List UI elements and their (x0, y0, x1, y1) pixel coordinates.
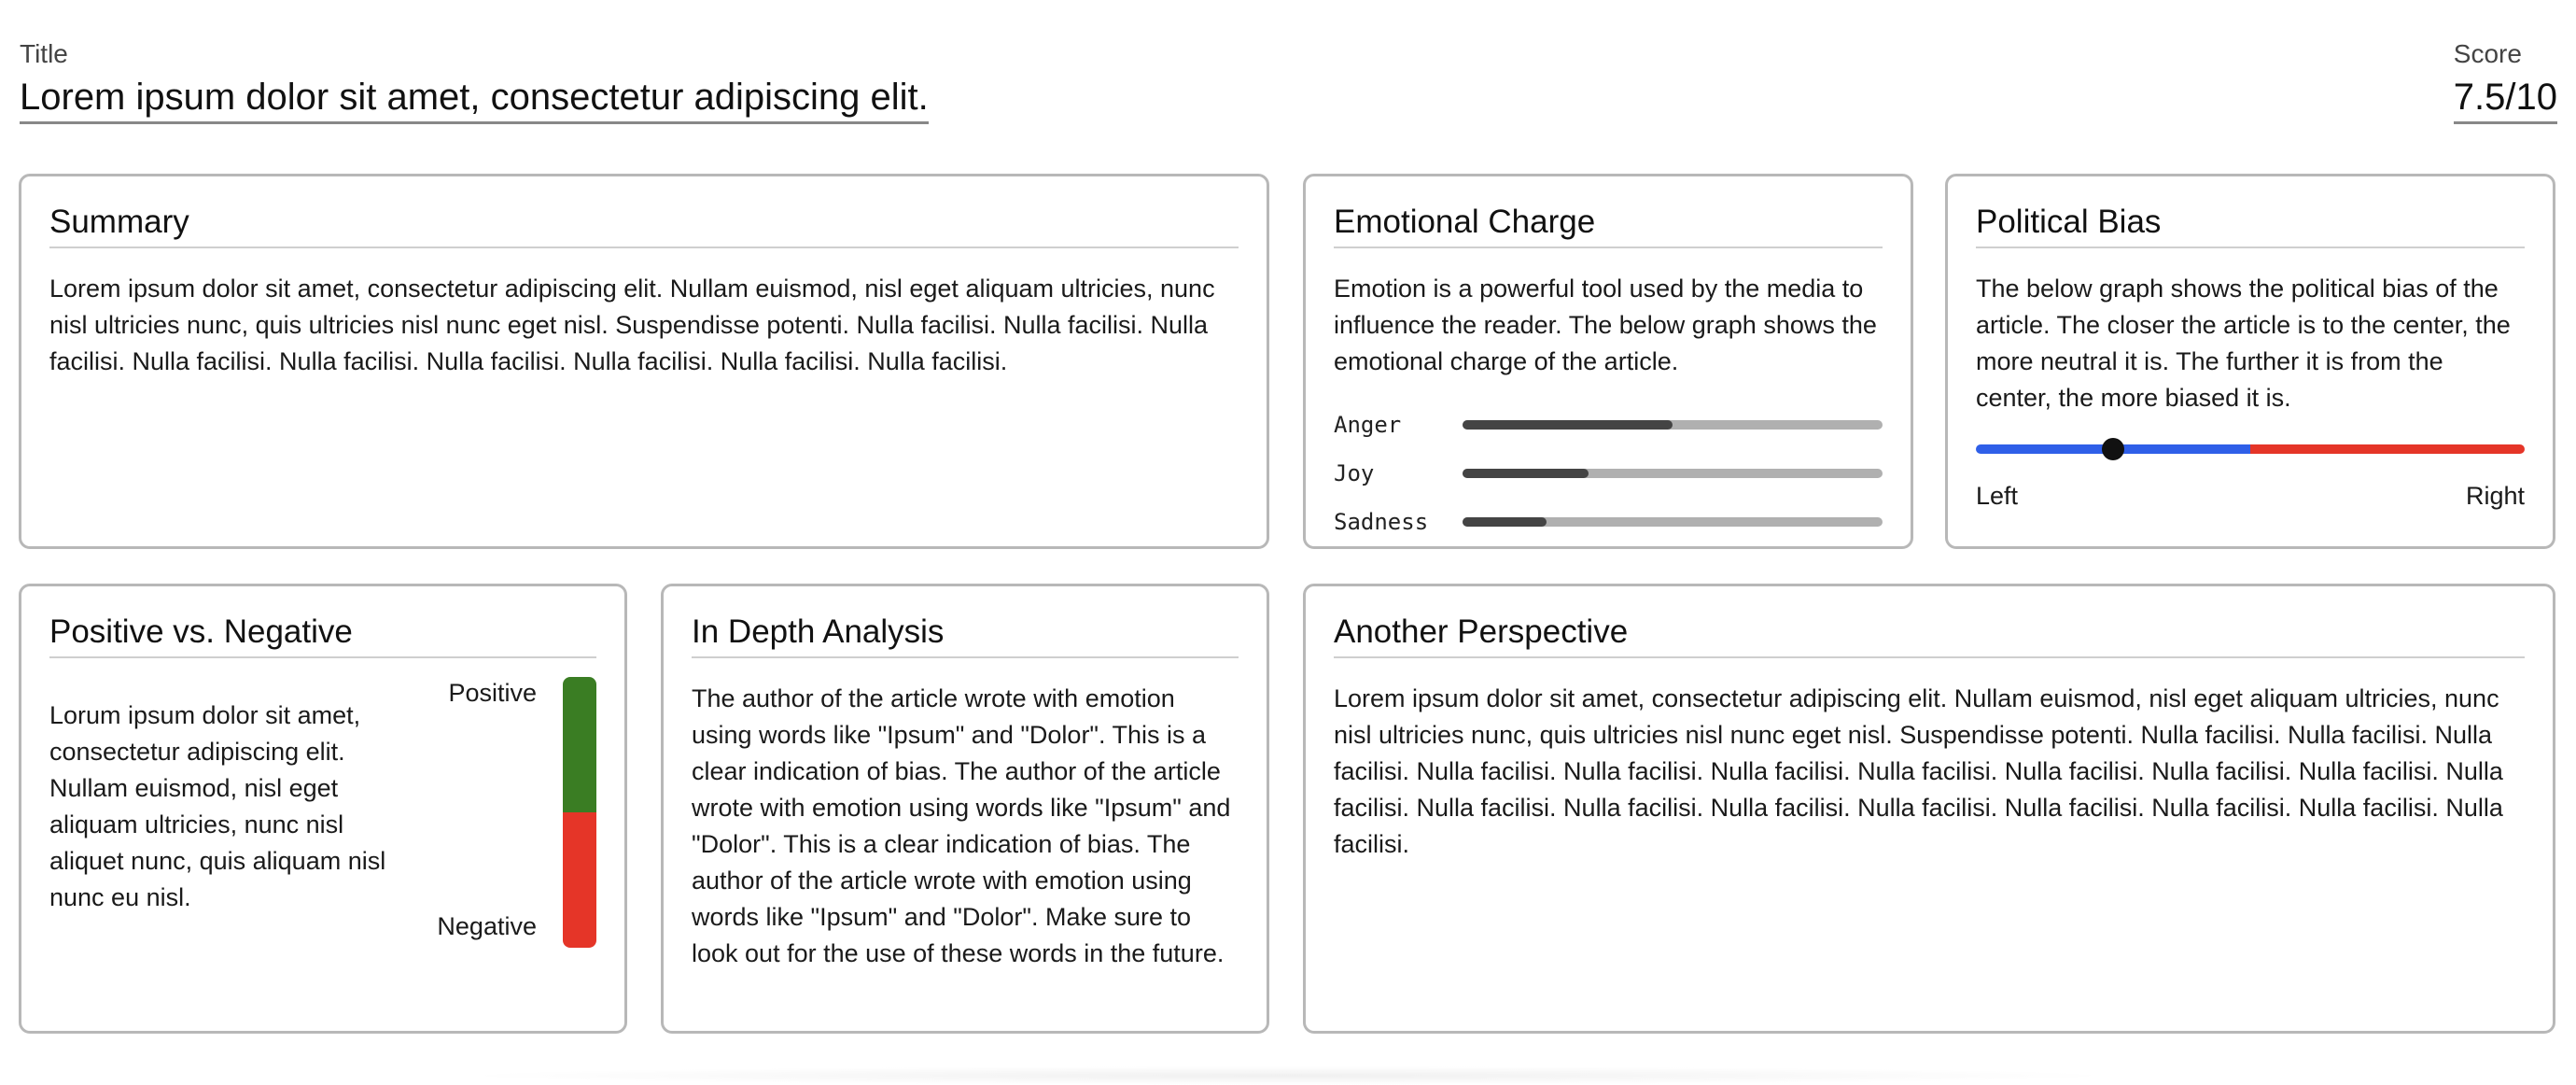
positive-label: Positive (448, 678, 537, 707)
political-bias-card (1945, 174, 2555, 549)
emotional-charge-text: Emotion is a powerful tool used by the media to influence the reader. The below graph shows the emotional charge of the article. (1334, 274, 1877, 375)
positive-negative-card (19, 584, 627, 1034)
negative-label: Negative (437, 911, 537, 940)
emotion-track-anger (1463, 420, 1883, 430)
summary-card (19, 174, 1269, 549)
score-label: Score (2453, 39, 2522, 68)
sentiment-bar (563, 677, 596, 948)
emotion-label-sadness: Sadness (1334, 508, 1429, 535)
emotion-fill-joy (1463, 469, 1589, 478)
emotion-bars (1334, 401, 1883, 546)
emotion-row-sadness (1334, 498, 1883, 546)
emotion-track-sadness (1463, 517, 1883, 527)
summary-text: Lorem ipsum dolor sit amet, consectetur adipiscing elit. Nullam euismod, nisl eget aliquam ultricies, nunc nisl ultricies nunc, quis ultricies nisl nunc eget nisl. Suspendisse potenti. Nulla facilisi. Nulla facilisi. Nulla facilisi. Nulla facilisi. Nulla facilisi. Nulla facilisi. Nulla facilisi. Nulla facilisi. Nulla facilisi. (49, 274, 1215, 375)
title-block (20, 41, 929, 124)
another-perspective-heading: Another Perspective (1334, 614, 2525, 658)
emotion-track-joy (1463, 469, 1883, 478)
bias-left-label: Left (1976, 481, 2019, 510)
another-perspective-text: Lorem ipsum dolor sit amet, consectetur adipiscing elit. Nullam euismod, nisl eget aliquam ultricies, nunc nisl ultricies nunc, quis ultricies nisl nunc eget nisl. Suspendisse potenti. Nulla facilisi. Nulla facilisi. Nulla facilisi. Nulla facilisi. Nulla facilisi. Nulla facilisi. Nulla facilisi. Nulla facilisi. Nulla facilisi. Nulla facilisi. Nulla facilisi. Nulla facilisi. Nulla facilisi. Nulla facilisi. Nulla facilisi. Nulla facilisi. Nulla facilisi. Nulla facilisi. Nulla facilisi. (1334, 683, 2503, 858)
score-value: 7.5/10 (2454, 77, 2557, 124)
emotional-charge-heading: Emotional Charge (1334, 204, 1883, 248)
sentiment-bar-negative (563, 812, 596, 948)
emotion-label-anger: Anger (1334, 411, 1402, 438)
summary-heading: Summary (49, 204, 1239, 248)
in-depth-text: The author of the article wrote with emotion using words like "Ipsum" and "Dolor". This is a clear indication of bias. The author of the article wrote with emotion using words like "Ipsum" and "Dolor". This is a clear indication of bias. The author of the article wrote with emotion using words like "Ipsum" and "Dolor". Make sure to look out for the use of these words in the future. (692, 683, 1231, 967)
another-perspective-card (1303, 584, 2555, 1034)
sentiment-bar-positive (563, 677, 596, 812)
political-bias-heading: Political Bias (1976, 204, 2525, 248)
bias-slider-knob (2102, 438, 2124, 460)
article-title: Lorem ipsum dolor sit amet, consectetur adipiscing elit. (20, 77, 929, 124)
bottom-shadow (448, 1066, 2128, 1085)
bias-right-label: Right (2465, 481, 2525, 510)
emotion-label-joy: Joy (1334, 459, 1375, 486)
emotion-fill-sadness (1463, 517, 1547, 527)
in-depth-heading: In Depth Analysis (692, 614, 1239, 658)
in-depth-analysis-card (661, 584, 1269, 1034)
positive-negative-text: Lorum ipsum dolor sit amet, consectetur adipiscing elit. Nullam euismod, nisl eget aliquam ultricies, nunc nisl aliquet nunc, quis aliquam nisl nunc eu nisl. (49, 700, 386, 911)
bias-scale-labels (1976, 482, 2525, 511)
emotion-fill-anger (1463, 420, 1673, 430)
emotion-row-joy (1334, 449, 1883, 498)
emotional-charge-card (1303, 174, 1913, 549)
title-label: Title (20, 39, 68, 68)
score-block (2454, 41, 2557, 124)
bias-slider-track (1976, 444, 2525, 454)
emotion-row-anger (1334, 401, 1883, 449)
positive-negative-heading: Positive vs. Negative (49, 614, 596, 658)
positive-negative-body (49, 658, 596, 994)
political-bias-text: The below graph shows the political bias of the article. The closer the article is to the center, the more neutral it is. The further it is from the center, the more biased it is. (1976, 274, 2511, 412)
